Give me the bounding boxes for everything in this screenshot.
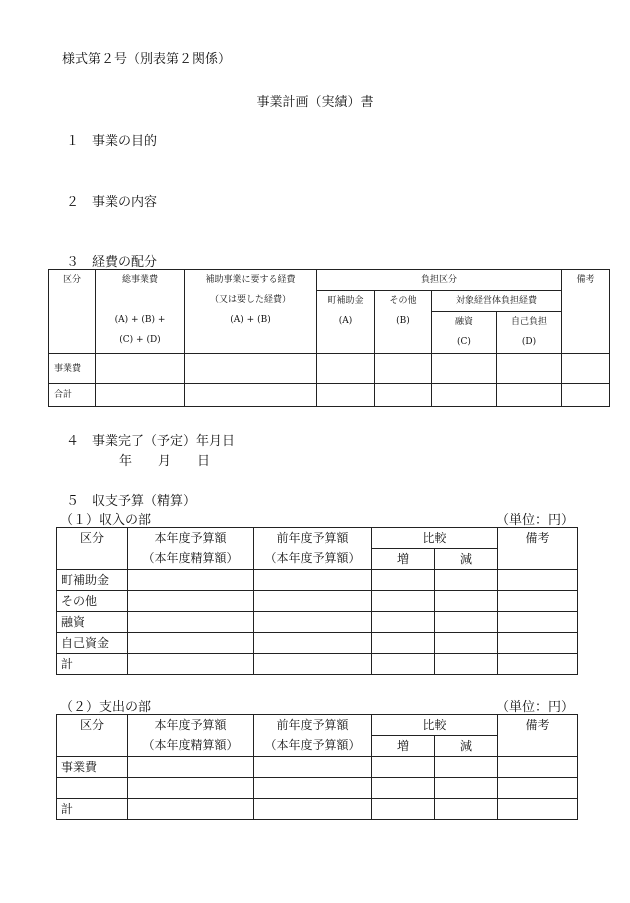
table-row — [57, 799, 578, 820]
income-header-this — [128, 528, 254, 570]
table-row — [57, 591, 578, 612]
expense-row-label — [57, 778, 128, 799]
section-5-heading: ５ 収支予算（精算） — [66, 494, 197, 509]
expense-header-kubun: 区分 — [57, 715, 128, 757]
table-row — [57, 633, 578, 654]
expense-header-compare: 比較 — [372, 715, 498, 736]
expense-header-this-1: 本年度予算額 — [154, 718, 227, 732]
table-row — [49, 354, 610, 384]
income-header-this-1: 本年度予算額 — [154, 531, 227, 545]
cost-header-other — [375, 291, 432, 354]
income-header-prev-2: （本年度予算額） — [264, 551, 361, 565]
income-table — [56, 527, 578, 675]
cost-header-total-formula-1: (A) + (B) + — [114, 315, 166, 325]
expense-header-prev — [254, 715, 372, 757]
expense-row-label: 計 — [57, 799, 128, 820]
expense-header-this — [128, 715, 254, 757]
section-2-heading: ２ 事業の内容 — [66, 195, 158, 210]
cost-header-self — [497, 312, 562, 354]
income-header-increase: 増 — [372, 549, 435, 570]
income-header-compare: 比較 — [372, 528, 498, 549]
cost-row-label: 事業費 — [49, 354, 96, 384]
income-header-biko: 備考 — [498, 528, 578, 570]
table-row — [57, 654, 578, 675]
cost-header-taisho: 対象経営体負担経費 — [432, 291, 562, 312]
form-label: 様式第２号（別表第２関係） — [62, 52, 232, 67]
income-unit: （単位：円） — [495, 513, 574, 528]
income-heading: （１）収入の部 — [60, 513, 152, 528]
cost-header-other-label: その他 — [389, 296, 417, 306]
section-3-heading: ３ 経費の配分 — [66, 255, 158, 270]
cost-header-town — [317, 291, 375, 354]
expense-header-biko: 備考 — [498, 715, 578, 757]
table-row — [57, 778, 578, 799]
cost-header-total-label: 総事業費 — [121, 275, 158, 285]
cost-header-hojo — [185, 270, 317, 354]
cost-allocation-table — [48, 269, 610, 407]
completion-date: 年 月 日 — [119, 454, 211, 469]
cost-row-label: 合計 — [49, 384, 96, 407]
table-row — [57, 612, 578, 633]
expense-heading: （２）支出の部 — [60, 700, 152, 715]
cost-header-self-code: (D) — [521, 337, 537, 347]
cost-header-hojo-label: 補助事業に要する経費 — [205, 275, 296, 285]
expense-table — [56, 714, 578, 820]
income-row-label: 計 — [57, 654, 128, 675]
cost-header-futan: 負担区分 — [317, 270, 562, 291]
cost-header-loan-label: 融資 — [454, 317, 473, 327]
cost-header-hojo-formula: (A) + (B) — [230, 315, 271, 325]
section-1-heading: １ 事業の目的 — [66, 134, 158, 149]
income-row-label: その他 — [57, 591, 128, 612]
expense-header-this-2: （本年度精算額） — [142, 738, 239, 752]
income-row-label: 自己資金 — [57, 633, 128, 654]
expense-unit: （単位：円） — [495, 700, 574, 715]
table-row — [57, 757, 578, 778]
cost-header-town-code: (A) — [338, 316, 353, 326]
cost-header-self-label: 自己負担 — [511, 317, 548, 327]
cost-header-loan-code: (C) — [457, 337, 471, 347]
income-header-this-2: （本年度精算額） — [142, 551, 239, 565]
expense-header-prev-1: 前年度予算額 — [276, 718, 349, 732]
income-header-prev-1: 前年度予算額 — [276, 531, 349, 545]
cost-header-kubun: 区分 — [49, 270, 96, 354]
income-header-kubun: 区分 — [57, 528, 128, 570]
income-row-label: 融資 — [57, 612, 128, 633]
cost-header-total-formula-2: (C) + (D) — [119, 335, 161, 345]
cost-header-hojo-sub: （又は要した経費） — [209, 295, 291, 305]
income-row-label: 町補助金 — [57, 570, 128, 591]
income-header-prev — [254, 528, 372, 570]
section-4-heading: ４ 事業完了（予定）年月日 — [66, 434, 236, 449]
income-header-decrease: 減 — [435, 549, 498, 570]
expense-header-increase: 増 — [372, 736, 435, 757]
expense-header-decrease: 減 — [435, 736, 498, 757]
page-title: 事業計画（実績）書 — [256, 95, 374, 110]
table-row — [57, 570, 578, 591]
cost-header-biko: 備考 — [562, 270, 610, 354]
cost-header-town-label: 町補助金 — [327, 296, 364, 306]
table-row — [49, 384, 610, 407]
cost-header-total — [96, 270, 185, 354]
cost-header-other-code: (B) — [396, 316, 410, 326]
expense-header-prev-2: （本年度予算額） — [264, 738, 361, 752]
expense-row-label: 事業費 — [57, 757, 128, 778]
cost-header-loan — [432, 312, 497, 354]
